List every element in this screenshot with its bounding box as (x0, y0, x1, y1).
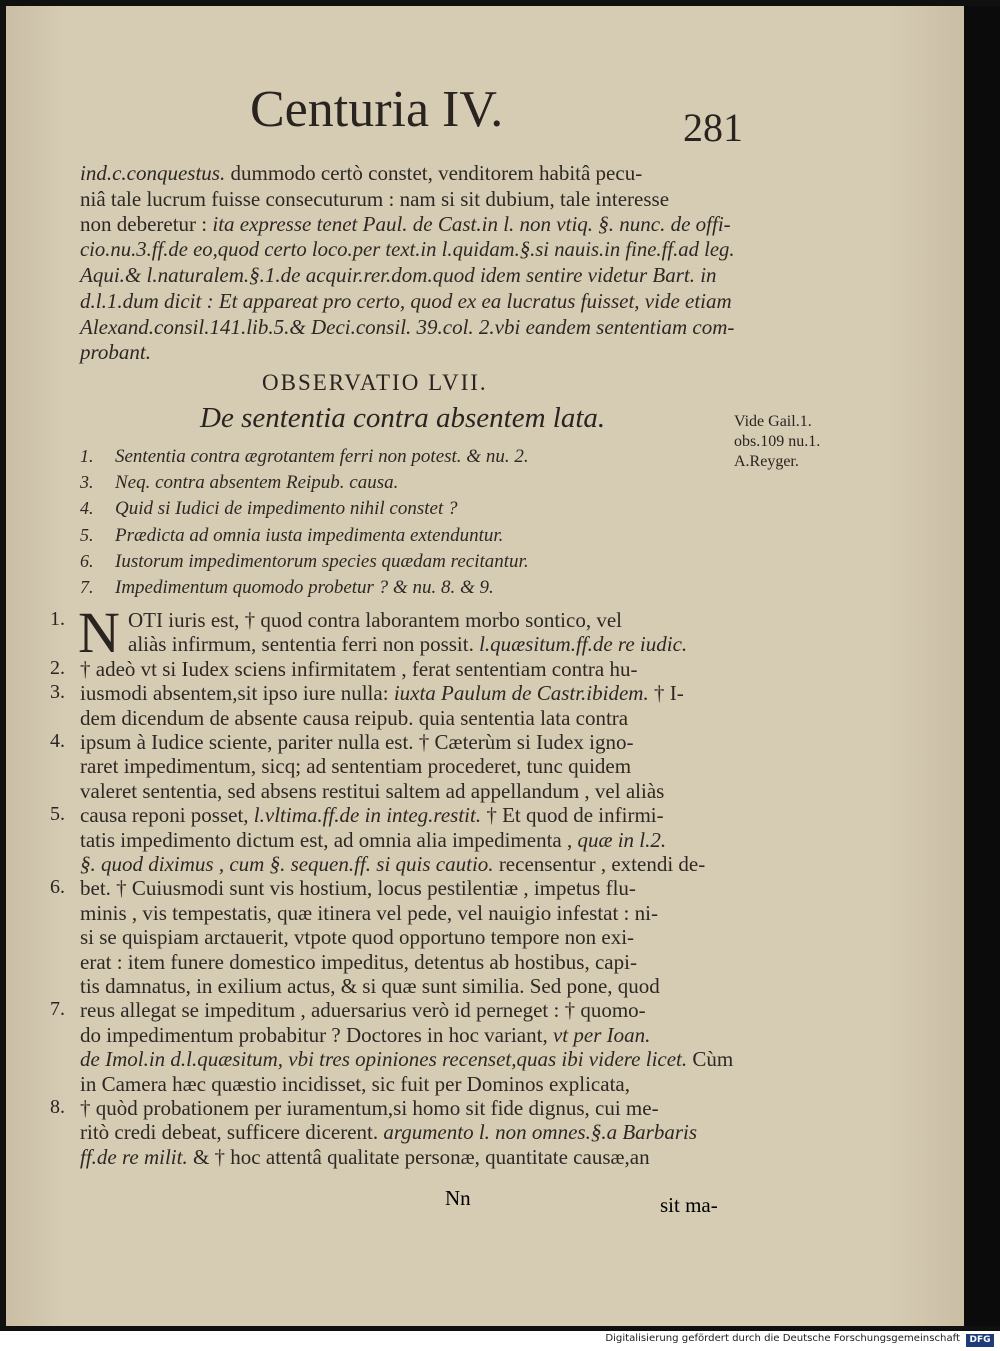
line-text: † quòd probationem per iuramentum,si homo sit fide dignus, cui me- (80, 1096, 659, 1120)
line-text: si se quispiam arctauerit, vtpote quod opportuno tempore non exi- (80, 925, 635, 950)
citation-text: ind.c.conquestus. (80, 161, 226, 185)
line-text: dummodo certò constet, venditorem habitâ pecu- (225, 161, 643, 185)
line-text: ipsum à Iudice sciente, pariter nulla est. † Cæterùm si Iudex igno- (80, 730, 634, 754)
summary-item: Quid si Iudici de impedimento nihil constet ? (115, 498, 458, 520)
margin-number: 3. (50, 681, 65, 704)
margin-number: 8. (50, 1096, 65, 1118)
line-text: recensentur , extendi de- (493, 852, 706, 876)
text-line (80, 657, 637, 682)
text-line (80, 950, 637, 975)
text-line (80, 1145, 650, 1170)
text-line (80, 754, 631, 779)
line-text: † Et quod de infirmi- (481, 803, 664, 828)
footer-credit: Digitalisierung gefördert durch die Deutsche Forschungsgemeinschaft (605, 1333, 960, 1344)
summary-item: Impedimentum quomodo probetur ? & nu. 8. & 9. (115, 577, 494, 598)
citation-text: Aqui.& l.naturalem.§.1.de acquir.rer.dom.quod idem sentire videtur Bart. in (80, 263, 717, 288)
text-line (80, 852, 705, 877)
citation-text: l.quæsitum.ff.de re iudic. (479, 632, 688, 657)
line-text: aliàs infirmum, sententia ferri non possit. (128, 632, 480, 657)
sidenote-line: Vide Gail.1. (734, 413, 812, 430)
text-line (80, 211, 731, 237)
citation-text: ff.de re milit. (80, 1144, 188, 1169)
margin-number: 6. (50, 876, 65, 899)
text-line (80, 901, 658, 926)
summary-number: 7. (80, 577, 94, 597)
citation-text: vt per Ioan. (552, 1022, 651, 1047)
signature-mark: Nn (445, 1186, 471, 1210)
text-line (80, 1072, 630, 1097)
text-line (80, 876, 636, 901)
text-line (80, 706, 628, 731)
text-line (80, 288, 732, 314)
observatio-title: De sententia contra absentem lata. (200, 402, 606, 434)
line-text: niâ tale lucrum fuisse consecuturum : nam si sit dubium, tale interesse (80, 186, 670, 211)
margin-number: 4. (50, 730, 65, 752)
margin-number: 1. (50, 608, 65, 630)
observatio-heading: OBSERVATIO LVII. (262, 370, 488, 395)
text-line (80, 1023, 650, 1048)
text-line (80, 237, 735, 263)
text-line (80, 779, 664, 804)
line-text: bet. † Cuiusmodi sunt vis hostium, locus pestilentiæ , impetus flu- (80, 876, 636, 901)
summary-number: 1. (80, 446, 94, 466)
margin-number: 2. (50, 656, 65, 679)
line-text: minis , vis tempestatis, quæ itinera vel pede, vel nauigio infestat : ni- (80, 900, 658, 925)
text-line (80, 314, 734, 340)
summary-number: 5. (80, 524, 94, 545)
summary-item: Prædicta ad omnia iusta impedimenta extenduntur. (115, 524, 504, 546)
line-text: reus allegat se impeditum , aduersarius verò id perneget : † quomo- (80, 998, 646, 1023)
margin-number: 7. (50, 998, 65, 1021)
citation-text: de Imol.in d.l.quæsitum, vbi tres opiniones recenset,quas ibi videre licet. (80, 1047, 688, 1072)
line-text: in Camera hæc quæstio incidisset, sic fuit per Dominos explicata, (80, 1071, 630, 1096)
line-text: OTI iuris est, † quod contra laborantem morbo sontico, vel (128, 608, 622, 632)
sidenote-line: obs.109 nu.1. (734, 433, 821, 450)
line-text: erat : item funere domestico impeditus, detentus ab hostibus, capi- (80, 949, 637, 974)
text-line (80, 262, 717, 288)
line-text: iusmodi absentem,sit ipso iure nulla: (80, 681, 394, 706)
summary-number: 3. (80, 472, 94, 493)
text-line (80, 160, 642, 186)
summary-item: Sententia contra ægrotantem ferri non potest. & nu. 2. (115, 446, 529, 467)
line-text: non deberetur : (80, 212, 213, 237)
citation-text: : Et appareat pro certo, quod ex ea lucratus fuisset, vide etiam (201, 289, 732, 313)
text-line (80, 1047, 733, 1072)
line-text: dem dicendum de absente causa reipub. quia sententia lata contra (80, 705, 629, 730)
line-text: & † hoc attentâ qualitate personæ, quantitate causæ,an (187, 1144, 650, 1169)
citation-text: iuxta Paulum de Castr.ibidem. (393, 681, 649, 706)
text-line (80, 186, 669, 212)
sidenote-line: A.Reyger. (734, 453, 799, 470)
summary-number: 4. (80, 498, 94, 519)
text-line (80, 1120, 697, 1145)
text-line (80, 1096, 659, 1121)
scan-margin (964, 6, 1000, 1326)
catchword: sit ma- (660, 1193, 718, 1217)
citation-text: d.l.1.dum dicit (80, 289, 202, 313)
text-line (80, 681, 684, 706)
line-text: valeret sententia, sed absens restitui saltem ad appellandum , vel aliàs (80, 778, 665, 803)
summary-item: Iustorum impedimentorum species quædam recitantur. (115, 550, 529, 572)
line-text: raret impedimentum, sicq; ad sententiam procederet, tunc quidem (80, 754, 632, 779)
text-line (80, 974, 660, 999)
drop-cap: N (78, 600, 120, 665)
text-line (80, 339, 151, 365)
citation-text: ita expresse tenet Paul. de Cast.in l. non vtiq. §. nunc. de offi- (212, 212, 731, 237)
citation-text: probant. (80, 340, 151, 365)
text-line (80, 803, 664, 828)
line-text: tatis impedimento dictum est, ad omnia alia impedimenta , (80, 827, 578, 852)
citation-text: l.vltima.ff.de in integ.restit. (253, 803, 482, 828)
text-line (80, 998, 646, 1023)
citation-text: cio.nu.3.ff.de eo,quod certo loco.per text.in l.quidam.§.si nauis.in fine.ff.ad leg. (80, 238, 735, 261)
line-text: † adeò vt si Iudex sciens infirmitatem , ferat sententiam contra hu- (80, 656, 638, 681)
summary-number: 6. (80, 550, 94, 571)
margin-number: 5. (50, 803, 65, 826)
text-line (128, 608, 622, 633)
citation-text: argumento l. non omnes.§.a Barbaris (383, 1120, 698, 1145)
line-text: tis damnatus, in exilium actus, & si quæ sunt similia. Sed pone, quod (80, 974, 660, 998)
running-head: Centuria IV. (250, 81, 504, 138)
summary-item: Neq. contra absentem Reipub. causa. (115, 472, 399, 494)
citation-text: Alexand.consil.141.lib.5.& Deci.consil. 39.col. 2.vbi eandem sententiam com- (80, 314, 735, 339)
citation-text: quæ in l.2. (577, 827, 667, 852)
line-text: ritò credi debeat, sufficere dicerent. (80, 1120, 384, 1145)
line-text: do impedimentum probabitur ? Doctores in hoc variant, (80, 1022, 553, 1047)
dfg-logo-icon: DFG (966, 1334, 994, 1347)
text-line (80, 730, 633, 755)
line-text: † I- (648, 681, 684, 706)
line-text: causa reponi posset, (80, 803, 254, 828)
line-text: Cùm (687, 1047, 734, 1072)
text-line (128, 632, 687, 657)
text-line (80, 828, 666, 853)
citation-text: §. quod diximus , cum §. sequen.ff. si quis cautio. (80, 852, 494, 876)
page-number: 281 (683, 105, 743, 150)
text-line (80, 925, 634, 950)
